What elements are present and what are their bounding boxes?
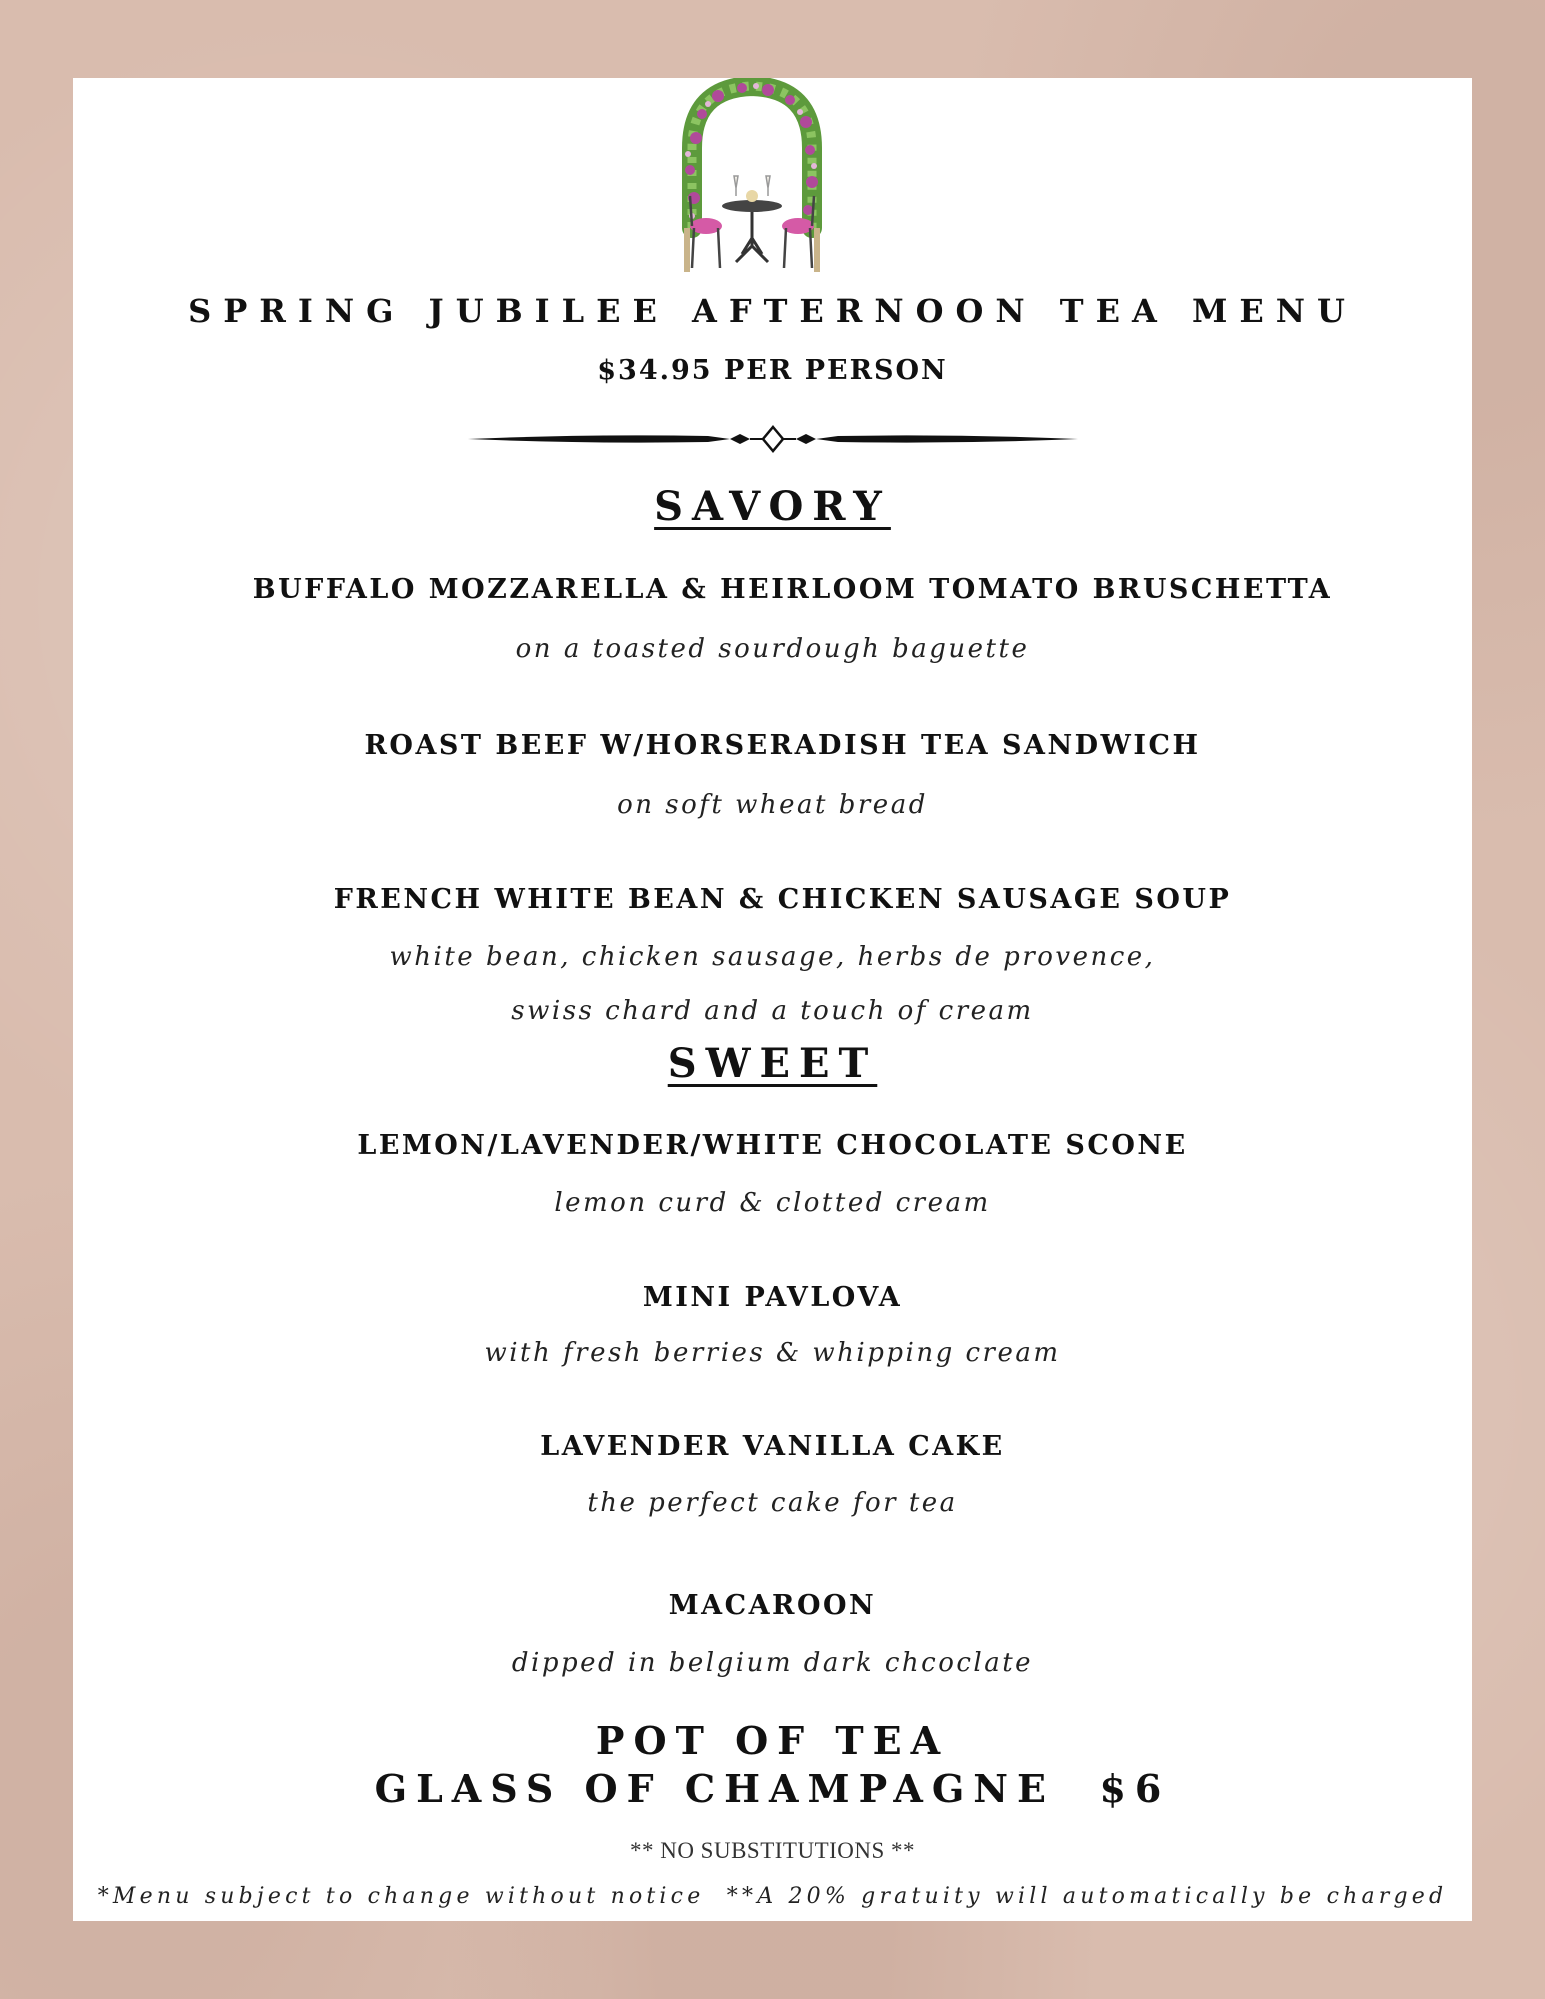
menu-item-name: MACAROON xyxy=(668,1590,877,1621)
menu-price: $34.95 PER PERSON xyxy=(597,355,948,386)
menu-item-name: LAVENDER VANILLA CAKE xyxy=(540,1431,1005,1462)
menu-item-name: BUFFALO MOZZARELLA & HEIRLOOM TOMATO BRUSCHETTA xyxy=(252,574,1333,605)
menu-item-name: ROAST BEEF W/HORSERADISH TEA SANDWICH xyxy=(364,730,1201,761)
menu-card xyxy=(73,78,1472,1921)
menu-item-desc: on soft wheat bread xyxy=(617,790,928,820)
garden-arch-tea-table-illustration xyxy=(672,78,832,278)
pot-of-tea-label: POT OF TEA xyxy=(595,1718,950,1763)
menu-item-desc: white bean, chicken sausage, herbs de provence, xyxy=(389,942,1156,972)
menu-item-desc: on a toasted sourdough baguette xyxy=(515,634,1030,664)
menu-item-desc: the perfect cake for tea xyxy=(587,1488,958,1518)
menu-item-name: LEMON/LAVENDER/WHITE CHOCOLATE SCONE xyxy=(357,1130,1188,1161)
menu-notice: *Menu subject to change without notice **A 20% gratuity will automatically be charged xyxy=(97,1884,1448,1909)
menu-item-desc: swiss chard and a touch of cream xyxy=(511,996,1034,1026)
champagne-label: GLASS OF CHAMPAGNE $6 xyxy=(374,1766,1171,1811)
ornament-divider-icon xyxy=(468,424,1078,454)
menu-item-name: MINI PAVLOVA xyxy=(642,1282,903,1313)
no-substitutions-note: ** NO SUBSTITUTIONS ** xyxy=(629,1838,916,1863)
menu-item-desc: lemon curd & clotted cream xyxy=(554,1188,991,1218)
section-heading-sweet: SWEET xyxy=(667,1040,878,1087)
menu-item-desc: with fresh berries & whipping cream xyxy=(484,1338,1061,1368)
menu-item-desc: dipped in belgium dark chcoclate xyxy=(511,1648,1034,1678)
section-heading-savory: SAVORY xyxy=(654,483,891,530)
menu-item-name: FRENCH WHITE BEAN & CHICKEN SAUSAGE SOUP xyxy=(333,884,1232,915)
menu-title: SPRING JUBILEE AFTERNOON TEA MENU xyxy=(188,292,1357,330)
